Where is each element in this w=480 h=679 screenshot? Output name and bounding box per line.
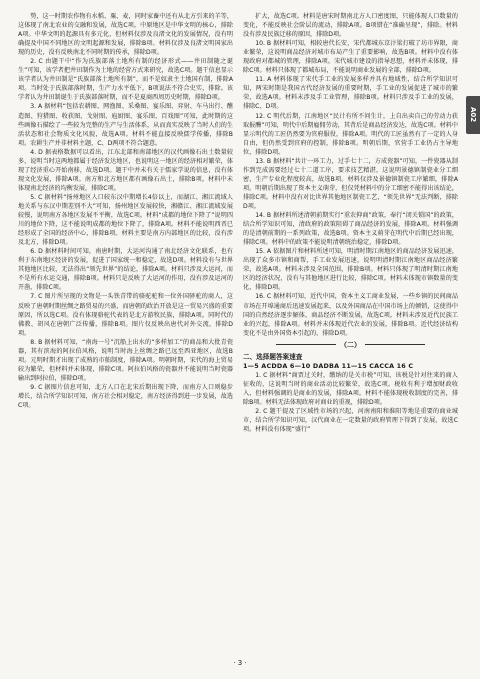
paragraph: 2. C 由题干中“作为氏族部落土地所有制的经济形式——井田制随之诞生”可知，该学者把井田制作为土地的经营方式来研究，故选C项。题干信息显示该学者认为井田制是“氏族部落土地所有制”，而不是奴隶主土地国有制，排除A项。当时处于氏族部落时期，生产力水平低下，B项说法不符合史实，排除。该学者认为井田制诞生于氏族部落时期，而不是夏商西周历史时期，排除D项。 <box>18 58 233 102</box>
paragraph: 7. C 图片所呈现的文物是一头铁青带的骆驼驼和一位外国驿驼的商人，这反映了唐朝时期丝绸之路贸易的兴盛，而唐朝的政治开放是这一贸易兴盛的重要原因，所以选C项。没有体现骆驼代表的是北方游牧民族，排除A项。同时代的佛教、胡风在唐朝广泛传播，排除B项。图片仅反映出唐代对外交流，排除D项。 <box>18 293 233 337</box>
left-column <box>18 12 233 652</box>
section-heading: （二） <box>243 341 458 350</box>
paragraph: 13. B 据材料“共计一环工力，过手七十二，方成瓷器”可知，一件瓷器从制作到完成需要经过七十二道工序，要求技艺精湛，这说明景德镇制瓷业分工细密，生产专业化程度较高，故选B项。材料仅涉及景德镇制瓷工序繁细，排除A项。明朝后期出现了资本主义萌芽，但仅凭材料中的分工细密不能得出该结论，排除C项。材料中没有对比世界其他地区制瓷工艺，“领先世界”无法判断，排除D项。 <box>243 157 458 210</box>
paragraph: 6. D 据材料时间可知，南唐时期，大运河沟通了南北经济文化联系，也有利于东南地区经济的发展，促进了国家统一和稳定，故选D项。材料没有与世界其他地区比较，无法得出“领先世界”的结论，排除A项。材料只涉及大运河，而不是所有水运交通，排除B项。材料只是反映了大运河的作用，没有涉及运河的开凿，排除C项。 <box>18 248 233 292</box>
page-number: · 3 · <box>233 659 247 667</box>
paragraph: 9. C 据图片信息可知，北方人口在北宋后期出现下降，而南方人口则稳步增长，结合所学知识可知，南方社会相对稳定，南方经济得到进一步发展，故选C项。 <box>18 383 233 410</box>
paragraph: 4. D 据表格数据可以看出，江东北部和南部地区的汉代画像石出土数量较多，说明当时这两地都属于经济发达地区，也说明这一地区的经济相对繁荣，体现了经济重心开始南移，故选D项。题干中并未有关于儒家学说的信息，没有体现文化发展，排除A项。南方和北方地区都有画像石出土，排除B项。材料中未体现南北经济的均衡发展，排除C项。 <box>18 148 233 192</box>
paragraph: 11. A 材料体现了宋代手工业的发展多样并具有地域性，结合所学知识可知，两宋时期是我国古代经济发展的重要时期，手工业的发展促进了城市的繁荣，故选A项。材料未涉及手工业管理，排除B项。材料只涉及手工业的发展，排除C、D项。 <box>243 76 458 111</box>
paragraph: 16. C 据材料可知，近代中国，资本主义工商业发展，一些乡镇的民间商品市场在开埠通商后迅速发展起来，以及外国商品在中国市场上的倾销，这使得中国的自然经济逐步解体，商品经济不断发展，故选C项。材料未涉及近代民族工业的兴起，排除A项。材料并未体现近代农业的发展，排除B项。近代经济结构变化不是由外国资本引起的，排除D项。 <box>243 293 458 337</box>
subsection-heading: 二、选择题答案速查 <box>243 352 303 361</box>
paragraph: 12. C 明代后期，江南地区“民计有所不问生计，上自出卖自己的劳动力获取报酬”可知，明代中后期雇佣劳动，其背后是商品经济发达，故选C项。材料中显示明代的工匠仍然要为官府服役，排除A项。明代的工匠虽然有了一定的人身自由，但仍然受到官府的控制，排除B项。明朝后期，官营手工业仍占主导地位，排除D项。 <box>243 112 458 156</box>
paragraph: 1. C 据材料“商贾过关时，缴纳的是关市税”可知，该税是针对往来的商人征收的，这说明当时的商业活动比较繁荣，故选C项。税收有利于增加财政收入，但材料强调的是商业的发展，排除A项。材料不能体现税收制度的完善，排除B项。材料无法体现政府对商业的重视，排除D项。 <box>243 371 458 406</box>
paragraph: 5. C 据材料“扬州地区人口较东汉中期增长4倍以上，而湖江、湘江流域人地关系与东汉中期差别不大”可知，扬州地区发展较快，湘赣江、湘江流域发展较慢，说明南方各地区发展不平衡，故选C项。材料“成都的地位下降了”说明四川的地位下降，这不能说明成都的地位下降了，排除A项。材料不能说明西晋已经形成了全国的经济中心，排除B项。材料主要是南方内部地区的比较，没有涉及北方，排除D项。 <box>18 193 233 247</box>
paragraph: 势，这一时期农作物有水稻、粟、麦，同时家畜中还有从北方引来的羊等，这体现了南北农业的交融和发展，故选C项。中原地区是中华文明的核心，排除A项。中华文明的起源具有多元化，但材料仅涉及良渚文化的发展情况，没有明确提及中国不同地区的文明起源和发展，排除B项。材料仅涉及良渚文明国家出现的历史，没有反映南北不同时期的传承，排除D项。 <box>18 13 233 57</box>
paragraph: 10. B 据材料可知，相较唐代长安，宋代都城东京汴梁打破了坊市界限，商业繁荣，这说明商品经济对城市布局产生了重要影响，故选B项。材料中没有体现政府对都城的管理，排除A项。宋代城市建设的指导思想，材料并未体现，排除C项。材料只体现了都城布局，不能说明商业发展的全部，排除D项。 <box>243 40 458 75</box>
paragraph: 扩大，故选C项。材料是唐宋时期南北方人口密度图，只能体现人口数量的变化，不能反映社会阶层的流动，排除A项。B项错在“准确呈现”，排除。材料没有涉及民族迁移的原因，排除D项。 <box>243 13 458 39</box>
right-column <box>243 12 458 652</box>
paragraph: 15. A 依据图片和材料所述可知，明清时期江南地区的商品经济发展迅速，出现了众多市镇和商帮，手工业发展迅速，说明明清时期江南地区商品经济繁荣，故选A项。材料未涉及全国范围，排除B项。材料只体现了明清时期江南地区的经济状况，没有与其他地区进行比较，排除C项。材料未体现市镇数量的变化，排除D项。 <box>243 248 458 292</box>
paragraph: 8. B 据材料可知，“南海一号”沉船上出水的“多样加工”的商品和大批青瓷器，其有滨海的阿拉伯风格，说明当时海上丝绸之路已远至西亚地区，故选B项。元明时期才出现了成熟的市舶制度，排除A项。明朝时期，宋代的海上贸易较为繁荣，但材料并未体现，排除C项。阿拉伯风格的瓷器并不能说明当时瓷器输出到阿拉伯，排除D项。 <box>18 338 233 382</box>
paragraph: 14. B 据材料所述清朝前期实行“重农抑商”政策，奉行“闭关锁国”的政策，结合所学知识可知，清政府的政策阻碍了商品经济的发展，排除A项。材料强调的是清朝前期的一系列政策，故选B项。资本主义萌芽在明代中后期已经出现，排除C项。材料中的政策不能说明清朝统治稳定，排除D项。 <box>243 212 458 247</box>
paragraph: 3. A 据材料“包括农耕图、网渔图、采桑图、宴乐图、弈射、车马出行、醮造图、狩猎图、收获图、戈射图、庖厨图、宴乐图、百戏图”可知，此时期的这些画像石描绘了一些较为完整的生产与生活体系，从而真实反映了当时人们的生活状态和社会物质文化风貌，故选A项。材料不能直接反映儒学传播，排除B项。农耕生产并非材料主题，C、D两项不符合题意。 <box>18 103 233 147</box>
paragraph: 2. C 题干提及了区域性市场的兴起，河南南阳和淮阳等地是重要的商业城市，结合所学知识可知，汉代商业在一定数量的政府管理下得到了发展，故选C项。材料没有体现“盛行” <box>243 408 458 434</box>
side-tab-label: A02 <box>466 96 480 134</box>
answer-key-line: 1—5 ACDDA 6—10 DADBA 11—15 CACCA 16 C <box>243 361 414 370</box>
document-page <box>18 12 458 652</box>
